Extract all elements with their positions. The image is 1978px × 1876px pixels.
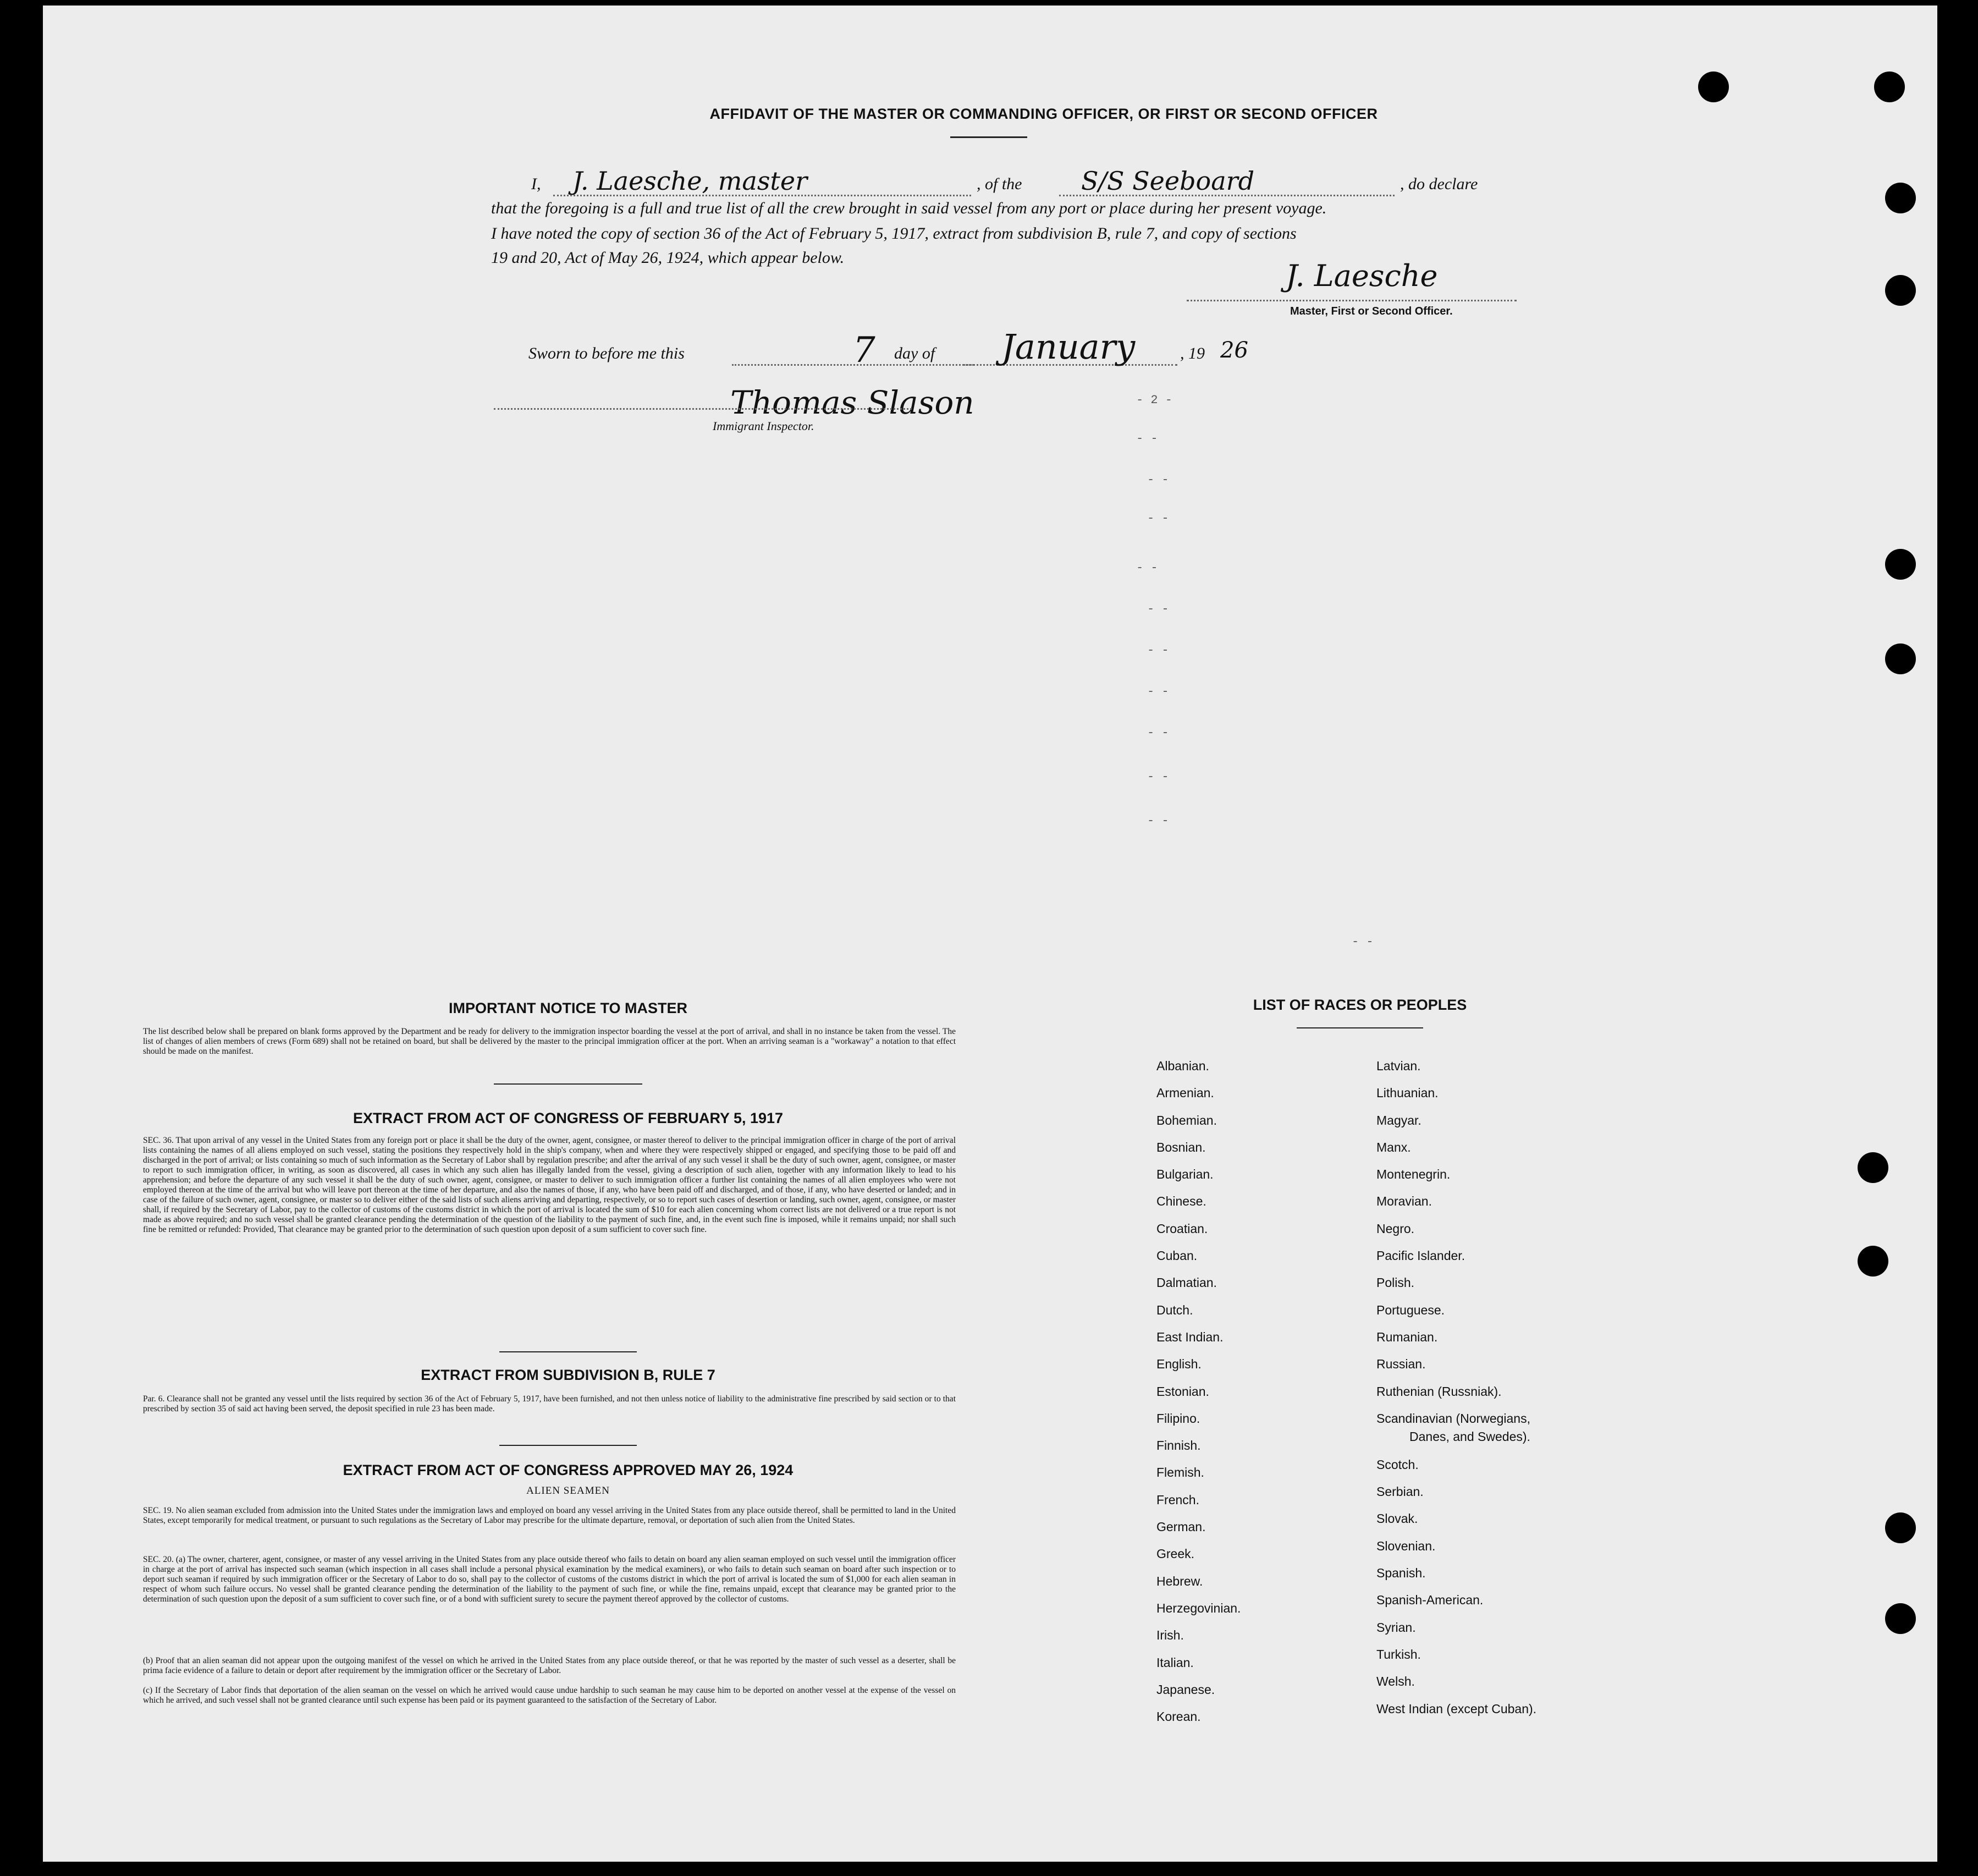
extract-1924-subtitle: ALIEN SEAMEN	[526, 1485, 610, 1497]
subdivision-title: EXTRACT FROM SUBDIVISION B, RULE 7	[421, 1367, 715, 1383]
binder-hole-6	[1885, 643, 1916, 674]
master-signature-caption: Master, First or Second Officer.	[1290, 305, 1453, 317]
race-item: Polish.	[1376, 1275, 1415, 1290]
race-item: Manx.	[1376, 1140, 1411, 1154]
race-item: Greek.	[1156, 1547, 1195, 1561]
affidavit-line-1	[531, 166, 1565, 203]
race-item: Scotch.	[1376, 1457, 1419, 1472]
bleed-through-mark: - -	[1136, 432, 1158, 445]
sworn-prefix: Sworn to before me this	[528, 344, 685, 362]
vessel-name-line	[1059, 195, 1395, 196]
sworn-day: 7	[853, 330, 875, 371]
extract-1924-title: EXTRACT FROM ACT OF CONGRESS APPROVED MAY 26, 1924	[343, 1462, 794, 1478]
race-item: Magyar.	[1376, 1113, 1421, 1127]
sec-19-body: SEC. 19. No alien seaman excluded from admission into the United States under the immigration laws and employed on board any vessel arriving in the United States from any place outside thereof, shall be permitted to land in the United States, except temporarily for medical treatment, or pursuant to such regulations as the Secretary of Labor may prescribe for the ultimate departure, removal, or deportation of such alien from the United States.	[143, 1506, 956, 1525]
line1-mid: , of the	[977, 175, 1022, 193]
bleed-through-mark: - 2 -	[1136, 393, 1173, 407]
notice-title: IMPORTANT NOTICE TO MASTER	[449, 1000, 687, 1016]
binder-hole-10	[1885, 1603, 1916, 1634]
race-item: Montenegrin.	[1376, 1167, 1451, 1182]
race-item: Welsh.	[1376, 1674, 1415, 1689]
vessel-name: S/S Seeboard	[1081, 166, 1255, 196]
race-item: Moravian.	[1376, 1194, 1432, 1209]
bleed-through-mark: - -	[1147, 770, 1169, 784]
race-item: Spanish-American.	[1376, 1593, 1484, 1608]
master-signature: J. Laesche	[1286, 258, 1438, 293]
race-item: Dutch.	[1156, 1302, 1193, 1317]
bleed-through-mark: - -	[1136, 561, 1158, 575]
races-column-2	[1376, 1059, 1536, 1729]
master-signature-line	[1187, 300, 1517, 301]
extract-1917-title: EXTRACT FROM ACT OF CONGRESS OF FEBRUARY 5, 1917	[352, 1110, 784, 1126]
notice-divider	[494, 1083, 642, 1085]
race-item: West Indian (except Cuban).	[1376, 1701, 1537, 1716]
line1-prefix: I,	[531, 175, 541, 193]
race-item: Ruthenian (Russniak).	[1376, 1384, 1502, 1399]
binder-hole-8	[1858, 1246, 1888, 1277]
binder-hole-2	[1874, 71, 1905, 102]
race-item: Flemish.	[1156, 1465, 1204, 1480]
race-item: Portuguese.	[1376, 1302, 1445, 1317]
binder-hole-3	[1885, 183, 1916, 213]
bleed-through-mark: - -	[1147, 726, 1169, 740]
race-item: Cuban.	[1156, 1248, 1198, 1263]
race-item: Albanian.	[1156, 1059, 1209, 1073]
bleed-through-mark: - -	[1147, 685, 1169, 698]
extract-1917-body: SEC. 36. That upon arrival of any vessel in the United States from any foreign port or place it shall be the duty of the owner, agent, consignee, or master thereof to deliver to the principal immigration officer in charge of the port of arrival lists containing the names of all aliens employed on such vessel, stating the positions they respectively hold in the ship's company, when and where they were respectively shipped or engaged, and specifying those to be paid off and discharged in the port of arrival; or lists containing so much of such information as the Secretary of Labor shall by regulation prescribe; and after the arrival of any such vessel it shall be the duty of such owner, agent, consignee, or master to report to such immigration officer, in writing, as soon as discovered, all cases in which any such alien has illegally landed from the vessel, giving a description of such alien, together with any information likely to lead to his apprehension; and before the departure of any such vessel it shall be the duty of such owner, agent, consignee, or master to deliver to such immigration officer a further list containing the names of all alien employees who were not employed thereon at the time of the arrival but who will leave port thereon at the time of her departure, and also the names of those, if any, who have been paid off and discharged, and of those, if any, who have deserted or landed; and in case of the failure of such owner, agent, consignee, or master so to deliver either of the said lists of such aliens arriving and departing, respectively, or so to report such cases of desertion or landing, such owner, agent, consignee, or master shall, if required by the Secretary of Labor, pay to the collector of customs of the customs district in which the port of arrival is located the sum of $10 for each alien concerning whom correct lists are not delivered or a true report is not made as above required; and no such vessel shall be granted clearance pending the determination of the question of the liability to the payment of such fine, and, in the event such fine is imposed, while it remains unpaid; nor shall such fine be remitted or refunded: Provided, That clearance may be granted prior to the determination of such question upon deposit of a sum sufficient to cover such fine.	[143, 1136, 956, 1234]
document-page	[43, 5, 1937, 1862]
bleed-through-mark: - -	[1147, 511, 1169, 525]
race-item: Spanish.	[1376, 1566, 1426, 1581]
race-item: Pacific Islander.	[1376, 1248, 1465, 1263]
sworn-year: 26	[1220, 338, 1248, 363]
sec-20b-body: (b) Proof that an alien seaman did not appear upon the outgoing manifest of the vessel on which he arrived in the United States from any place outside thereof, or that he was reported by the master of such vessel as a deserter, shall be prima facie evidence of a failure to detain or deport after requirement by the immigration officer or the Secretary of Labor.	[143, 1656, 956, 1675]
title-divider	[950, 136, 1027, 138]
race-item: Latvian.	[1376, 1059, 1421, 1073]
race-item: Bosnian.	[1156, 1140, 1206, 1154]
affidavit-title: AFFIDAVIT OF THE MASTER OR COMMANDING OFFICER, OR FIRST OR SECOND OFFICER	[709, 106, 1378, 122]
race-item: Armenian.	[1156, 1086, 1214, 1101]
race-item: Negro.	[1376, 1221, 1415, 1236]
affidavit-line-4: 19 and 20, Act of May 26, 1924, which appear below.	[491, 249, 845, 267]
race-item: Syrian.	[1376, 1620, 1416, 1635]
race-item: Russian.	[1376, 1357, 1426, 1372]
race-item: Lithuanian.	[1376, 1086, 1439, 1101]
race-item: Hebrew.	[1156, 1574, 1203, 1588]
race-item: Korean.	[1156, 1709, 1201, 1724]
race-item: Finnish.	[1156, 1438, 1201, 1453]
binder-hole-9	[1885, 1512, 1916, 1543]
race-item: Serbian.	[1376, 1484, 1424, 1499]
bleed-through-mark: - -	[1147, 602, 1169, 616]
race-item: Rumanian.	[1376, 1329, 1438, 1344]
affidavit-line-2: that the foregoing is a full and true list of all the crew brought in said vessel from any port or place during her present voyage.	[491, 199, 1327, 217]
inspector-signature: Thomas Slason	[730, 384, 974, 421]
binder-hole-1	[1698, 71, 1729, 102]
sworn-year-prefix: , 19	[1180, 344, 1205, 362]
race-item: Herzegovinian.	[1156, 1600, 1241, 1615]
bleed-through-mark: - -	[1352, 935, 1374, 949]
inspector-caption: Immigrant Inspector.	[713, 419, 814, 433]
race-item: Slovak.	[1376, 1511, 1418, 1526]
race-item: Dalmatian.	[1156, 1275, 1217, 1290]
race-item: French.	[1156, 1492, 1199, 1507]
race-item: Turkish.	[1376, 1647, 1421, 1662]
inspector-signature-line	[494, 408, 912, 410]
extract-1917-divider	[499, 1351, 637, 1352]
race-item: Bohemian.	[1156, 1113, 1217, 1127]
race-item: Slovenian.	[1376, 1538, 1436, 1553]
races-column-1	[1156, 1059, 1241, 1736]
notice-body: The list described below shall be prepared on blank forms approved by the Department and be ready for delivery to the immigration inspector boarding the vessel at the port of arrival, and shall in no instance be taken from the vessel. The list of changes of alien members of crews (Form 689) shall not be retained on board, but shall be delivered by the master to the principal immigration officer at the port. When an arriving seaman is a "workaway" a notation to that effect should be made on the manifest.	[143, 1027, 956, 1056]
master-name-line	[553, 195, 971, 196]
sworn-month: January	[1001, 327, 1136, 367]
race-item: East Indian.	[1156, 1329, 1224, 1344]
bleed-through-mark: - -	[1147, 814, 1169, 828]
subdivision-body: Par. 6. Clearance shall not be granted any vessel until the lists required by section 36 of the Act of February 5, 1917, have been furnished, and not then unless notice of liability to the administrative fine prescribed by said section or to that prescribed by section 35 of said act having been served, the deposit specified in rule 23 has been made.	[143, 1394, 956, 1413]
race-item: Italian.	[1156, 1655, 1194, 1670]
sworn-line	[528, 327, 1353, 379]
binder-hole-5	[1885, 549, 1916, 580]
bleed-through-mark: - -	[1147, 643, 1169, 657]
race-item: Filipino.	[1156, 1411, 1200, 1426]
races-title: LIST OF RACES OR PEOPLES	[1253, 997, 1467, 1013]
sec-20a-body: SEC. 20. (a) The owner, charterer, agent, consignee, or master of any vessel arriving in the United States from any place outside thereof who fails to detain on board any alien seaman employed on such vessel until the immigration officer in charge at the port of arrival has inspected such seaman (which inspection in all cases shall include a personal physical examination by the medical examiners), or who fails to detain such seaman on board after such inspection or to deport such seaman if required by such immigration officer or the Secretary of Labor to do so, shall pay to the collector of customs of the customs district in which the port of arrival is located the sum of $1,000 for each alien seaman in respect of whom such failure occurs. No vessel shall be granted clearance pending the determination of the liability to the payment of such fine, or while the fine, remains unpaid, except that clearance may be granted prior to the determination of such question upon the deposit of a sum sufficient to cover such fine, or of a bond with sufficient surety to secure the payment thereof approved by the collector of customs.	[143, 1555, 956, 1604]
binder-hole-7	[1858, 1152, 1888, 1183]
race-item: German.	[1156, 1520, 1206, 1534]
sworn-day-of: day of	[894, 344, 935, 362]
bleed-through-mark: - -	[1147, 473, 1169, 487]
sec-20c-body: (c) If the Secretary of Labor finds that deportation of the alien seaman on the vessel on which he arrived would cause undue hardship to such seaman he may cause him to be deported on another vessel at the expense of the vessel on which he arrived, and such vessel shall not be granted clearance until such expense has been paid or its payment guaranteed to the satisfaction of the Secretary of Labor.	[143, 1686, 956, 1705]
race-item: Scandinavian (Norwegians,	[1376, 1411, 1530, 1426]
binder-hole-4	[1885, 275, 1916, 306]
subdivision-divider	[499, 1445, 637, 1446]
race-item: Estonian.	[1156, 1384, 1209, 1399]
race-item: Croatian.	[1156, 1221, 1208, 1236]
race-item: Chinese.	[1156, 1194, 1206, 1209]
race-item: Japanese.	[1156, 1682, 1215, 1697]
master-name: J. Laesche, master	[572, 166, 808, 196]
race-item: Bulgarian.	[1156, 1167, 1214, 1182]
race-item: Irish.	[1156, 1628, 1184, 1643]
race-item: English.	[1156, 1357, 1202, 1372]
affidavit-line-3: I have noted the copy of section 36 of the Act of February 5, 1917, extract from subdivision B, rule 7, and copy of sections	[491, 224, 1297, 243]
races-divider	[1297, 1027, 1423, 1028]
line1-suffix: , do declare	[1400, 175, 1478, 193]
race-item: Danes, and Swedes).	[1409, 1429, 1530, 1444]
